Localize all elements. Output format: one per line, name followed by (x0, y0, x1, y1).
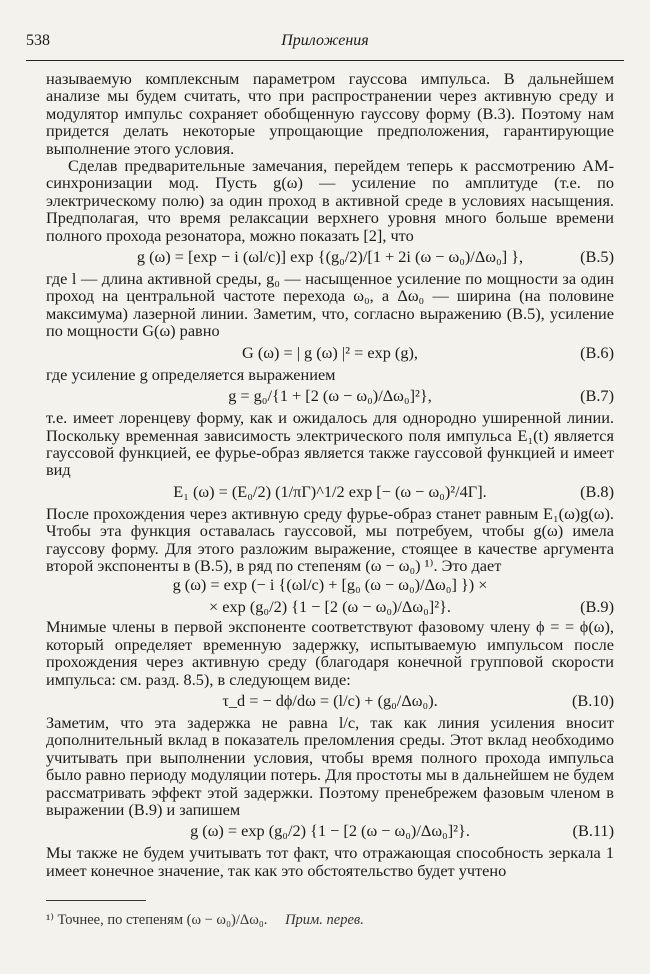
equation-b6-body: G (ω) = | g (ω) |² = exp (g), (242, 342, 418, 362)
equation-b9-line2-body: × exp (g₀/2) {1 − [2 (ω − ω₀)/Δω₀]²}. (209, 597, 451, 617)
paragraph-3: где l — длина активной среды, g₀ — насыщенное усиление по мощности за один проход на центральной частоте перехода ω₀, а Δω₀ — ширина (на половине максимума) лазерной линии. Заметим, что, согласно выражению (В.5), усиление по мощности G(ω) равно (46, 269, 614, 341)
equation-b10 (46, 688, 614, 714)
paragraph-6: После прохождения через активную среду фурье-образ станет равным E₁(ω)g(ω). Чтобы эта функция оставалась гауссовой, мы потребуем, чтобы g(ω) имела гауссову форму. Для этого разложим выражение, стоящее в качестве аргумента второй экспоненты в (В.5), в ряд по степеням (ω − ω₀) ¹⁾. Это дает (46, 503, 614, 575)
page-number: 538 (26, 32, 50, 49)
paragraph-9: Мы также не будем учитывать тот факт, что отражающая способность зеркала 1 имеет конечное значение, так как это обстоятельство будет учтено (46, 843, 614, 880)
equation-b11-body: g (ω) = exp (g₀/2) {1 − [2 (ω − ω₀)/Δω₀]²}. (190, 821, 470, 841)
paragraph-5: т.е. имеет лоренцеву форму, как и ожидалось для однородно уширенной линии. Поскольку временная зависимость электрического поля импульса E₁(t) является гауссовой функцией, ее фурье-образ является также гауссовой функцией и имеет вид (46, 408, 614, 480)
equation-b7-tag: (В.7) (580, 386, 614, 406)
equation-b10-tag: (В.10) (571, 690, 614, 710)
equation-b9-line2 (46, 596, 614, 618)
running-title: Приложения (281, 32, 369, 49)
paragraph-1: называемую комплексным параметром гауссова импульса. В дальнейшем анализе мы будем считать, что при распространении через активную среду и модулятор импульс сохраняет обобщенную гауссову форму (В.3). Поэтому нам придется делать некоторые упрощающие предположения, гарантирующие выполнение этого условия. (46, 69, 614, 158)
equation-b8-body: E₁ (ω) = (E₀/2) (1/πΓ)^1/2 exp [− (ω − ω₀)²/4Γ]. (173, 481, 487, 501)
equation-b8 (46, 479, 614, 505)
equation-b11 (46, 818, 614, 844)
equation-b9-line1 (46, 574, 614, 596)
equation-b7-body: g = g₀/{1 + [2 (ω − ω₀)/Δω₀]²}, (228, 386, 432, 406)
equation-b11-tag: (В.11) (572, 821, 614, 841)
equation-b8-tag: (В.8) (580, 481, 614, 501)
paragraph-7: Мнимые члены в первой экспоненте соответствуют фазовому члену ϕ = = ϕ(ω), который определяет временную задержку, испытываемую импульсом после прохождения через активную среду (благодаря конечной групповой скорости импульса: см. разд. 8.5), в следующем виде: (46, 617, 614, 689)
page-body (46, 70, 614, 879)
footnote-rule (46, 900, 146, 901)
footnote (46, 912, 614, 929)
footnote-translator-note: Прим. перев. (285, 912, 364, 928)
equation-b5-tag: (В.5) (580, 247, 614, 267)
equation-b7 (46, 383, 614, 409)
footnote-text: ¹⁾ Точнее, по степеням (ω − ω₀)/Δω₀. (46, 912, 268, 928)
equation-b6-tag: (В.6) (580, 342, 614, 362)
paragraph-8: Заметим, что эта задержка не равна l/c, так как линия усиления вносит дополнительный вклад в показатель преломления среды. Этот вклад необходимо учитывать при выполнении условия, чтобы время полного прохода импульса было равно периоду модуляции потерь. Для простоты мы в дальнейшем не будем рассматривать эффект этой задержки. Поэтому пренебрежем фазовым членом в выражении (В.9) и запишем (46, 712, 614, 819)
header-rule (26, 60, 624, 61)
equation-b10-body: τ_d = − dϕ/dω = (l/c) + (g₀/Δω₀). (222, 690, 438, 710)
equation-b5-body: g (ω) = [exp − i (ωl/c)] exp {(g₀/2)/[1 + 2i (ω − ω₀)/Δω₀] }, (136, 247, 524, 267)
equation-b9-tag: (В.9) (580, 597, 614, 617)
paragraph-2: Сделав предварительные замечания, перейдем теперь к рассмотрению АМ-синхронизации мод. Пусть g(ω) — усиление по амплитуде (т.е. по электрическому полю) за один проход в активной среде в условиях насыщения. Предполагая, что время релаксации верхнего уровня много больше времени полного прохода резонатора, можно показать [2], что (46, 156, 614, 245)
paragraph-4: где усиление g определяется выражением (46, 364, 336, 384)
equation-b5 (46, 244, 614, 270)
page-header (26, 28, 624, 56)
equation-b6 (46, 340, 614, 366)
equation-b9-line1-body: g (ω) = exp (− i {(ωl/c) + [g₀ (ω − ω₀)/Δω₀] }) × (172, 575, 488, 595)
